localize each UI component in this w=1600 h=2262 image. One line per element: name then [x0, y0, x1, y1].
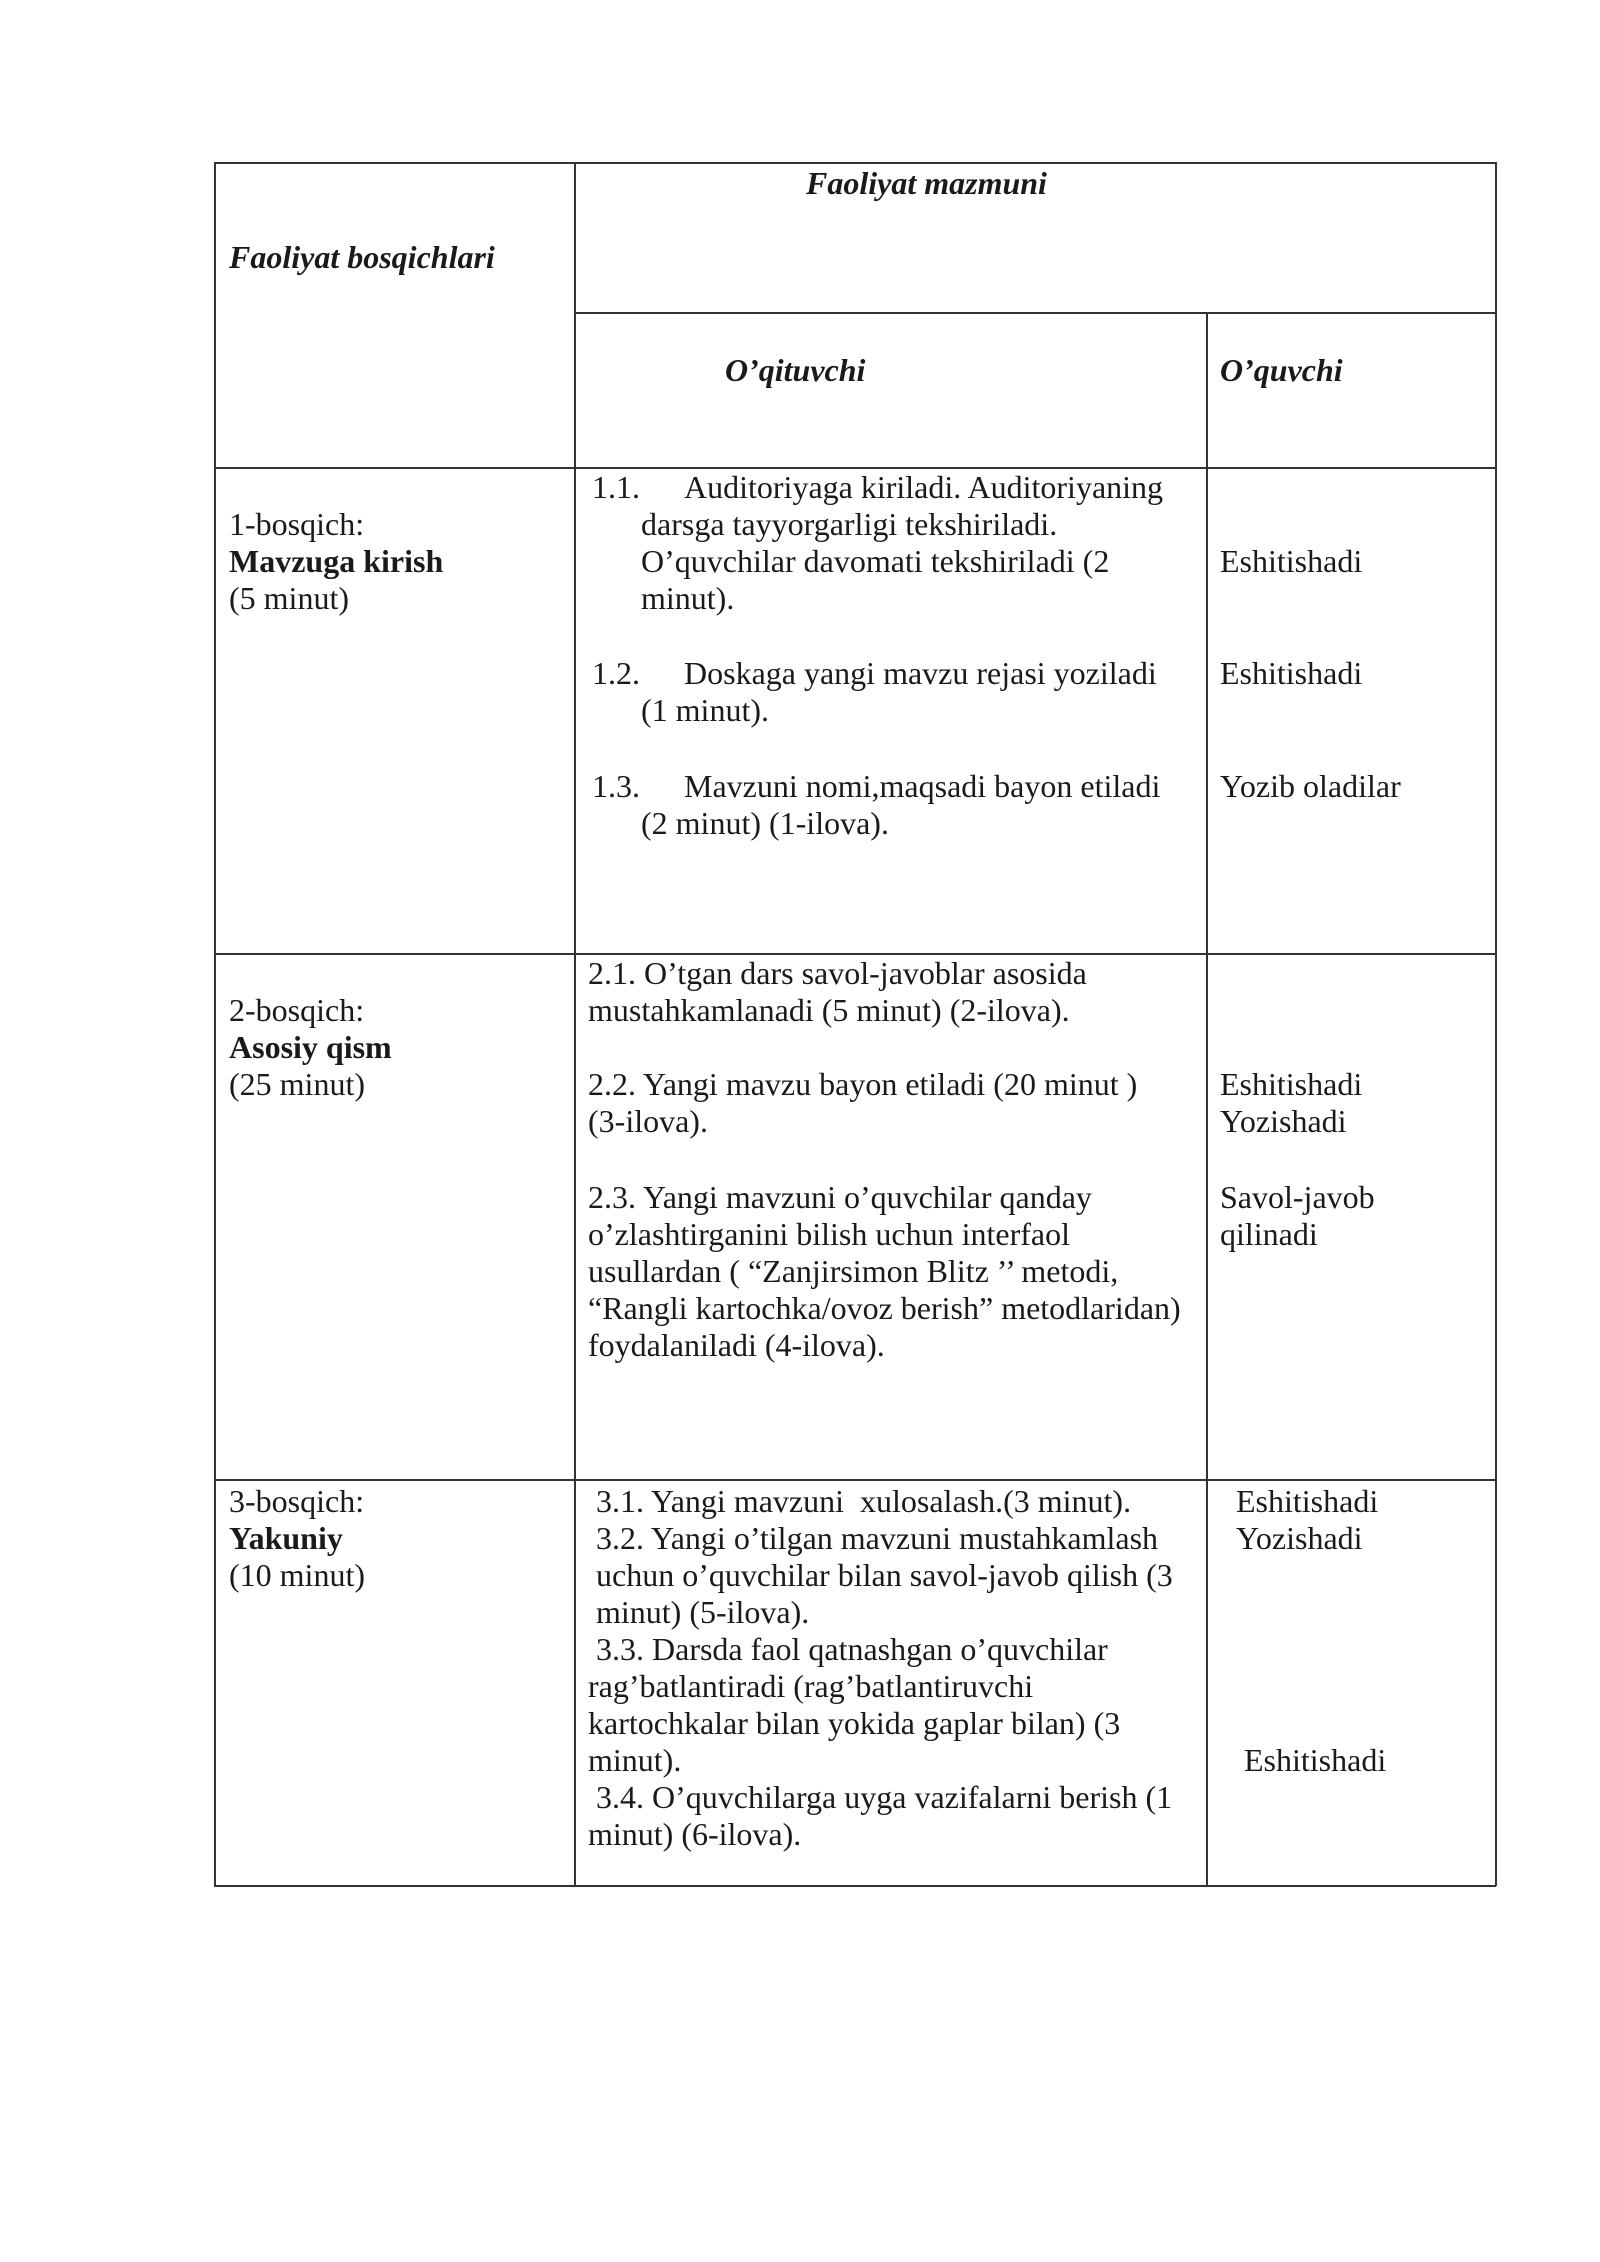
teacher-item-1-3-line: (2 minut) (1-ilova). [641, 805, 889, 841]
student-activity: Savol-javob [1220, 1179, 1375, 1215]
student-activity: Yozishadi [1220, 1103, 1347, 1139]
teacher-text: 2.1. O’tgan dars savol-javoblar asosida [588, 955, 1087, 991]
teacher-text: minut). [588, 1742, 682, 1778]
teacher-text: 3.1. Yangi mavzuni xulosalash.(3 minut). [588, 1483, 1132, 1519]
header-divider [574, 312, 1496, 314]
teacher-text: kartochkalar bilan yokida gaplar bilan) (3 [588, 1705, 1121, 1741]
student-activity: Eshitishadi [1220, 1066, 1363, 1102]
row-divider-3 [214, 1479, 1496, 1481]
column-divider-2 [1206, 312, 1208, 1886]
table-border-top [214, 162, 1496, 164]
teacher-item-1-2: 1.2. Doskaga yangi mavzu rejasi yoziladi [592, 655, 1157, 691]
teacher-text: (3-ilova). [588, 1103, 708, 1139]
header-content: Faoliyat mazmuni [806, 165, 1047, 201]
teacher-item-1-1-line: O’quvchilar davomati tekshiriladi (2 [641, 543, 1110, 579]
student-activity: Eshitishadi [1220, 543, 1363, 579]
teacher-text: 3.4. O’quvchilarga uyga vazifalarni berish (1 [588, 1779, 1173, 1815]
teacher-text: o’zlashtirganini bilish uchun interfaol [588, 1216, 1070, 1252]
table-border-left [214, 162, 216, 1886]
teacher-text: foydalaniladi (4-ilova). [588, 1327, 885, 1363]
header-stages: Faoliyat bosqichlari [229, 239, 495, 275]
teacher-text: 2.2. Yangi mavzu bayon etiladi (20 minut ) [588, 1066, 1138, 1102]
teacher-text: usullardan ( “Zanjirsimon Blitz ’’ metodi, [588, 1253, 1119, 1289]
stage-label: 2-bosqich: [229, 992, 365, 1028]
stage-name: Mavzuga kirish [229, 543, 444, 579]
student-activity: Yozib oladilar [1220, 768, 1401, 804]
teacher-text: minut) (6-ilova). [588, 1816, 802, 1852]
teacher-text: mustahkamlanadi (5 minut) (2-ilova). [588, 992, 1070, 1028]
teacher-item-1-2-line: (1 minut). [641, 692, 769, 728]
header-teacher: O’qituvchi [725, 352, 866, 388]
table-border-bottom [214, 1885, 1496, 1887]
teacher-text: 3.3. Darsda faol qatnashgan o’quvchilar [588, 1631, 1108, 1667]
stage-label: 1-bosqich: [229, 506, 365, 542]
student-activity: Eshitishadi [1244, 1742, 1387, 1778]
student-activity: Eshitishadi [1236, 1483, 1379, 1519]
stage-name: Yakuniy [229, 1520, 343, 1556]
table-border-right [1495, 162, 1497, 1886]
teacher-item-1-1-line: minut). [641, 580, 735, 616]
student-activity: Eshitishadi [1220, 655, 1363, 691]
stage-label: 3-bosqich: [229, 1483, 365, 1519]
teacher-text: uchun o’quvchilar bilan savol-javob qilish (3 [588, 1557, 1173, 1593]
header-student: O’quvchi [1220, 352, 1343, 388]
stage-duration: (25 minut) [229, 1066, 365, 1102]
column-divider-1 [574, 162, 576, 1886]
teacher-text: minut) (5-ilova). [588, 1594, 810, 1630]
teacher-text: 2.3. Yangi mavzuni o’quvchilar qanday [588, 1179, 1092, 1215]
student-activity: Yozishadi [1236, 1520, 1363, 1556]
teacher-item-1-3: 1.3. Mavzuni nomi,maqsadi bayon etiladi [592, 768, 1161, 804]
stage-name: Asosiy qism [229, 1029, 392, 1065]
teacher-item-1-1-line: darsga tayyorgarligi tekshiriladi. [641, 506, 1058, 542]
teacher-text: “Rangli kartochka/ovoz berish” metodlaridan) [588, 1290, 1181, 1326]
student-activity: qilinadi [1220, 1216, 1318, 1252]
stage-duration: (5 minut) [229, 580, 349, 616]
stage-duration: (10 minut) [229, 1557, 365, 1593]
teacher-item-1-1: 1.1. Auditoriyaga kiriladi. Auditoriyaning [592, 469, 1164, 505]
teacher-text: rag’batlantiradi (rag’batlantiruvchi [588, 1668, 1034, 1704]
teacher-text: 3.2. Yangi o’tilgan mavzuni mustahkamlash [588, 1520, 1159, 1556]
